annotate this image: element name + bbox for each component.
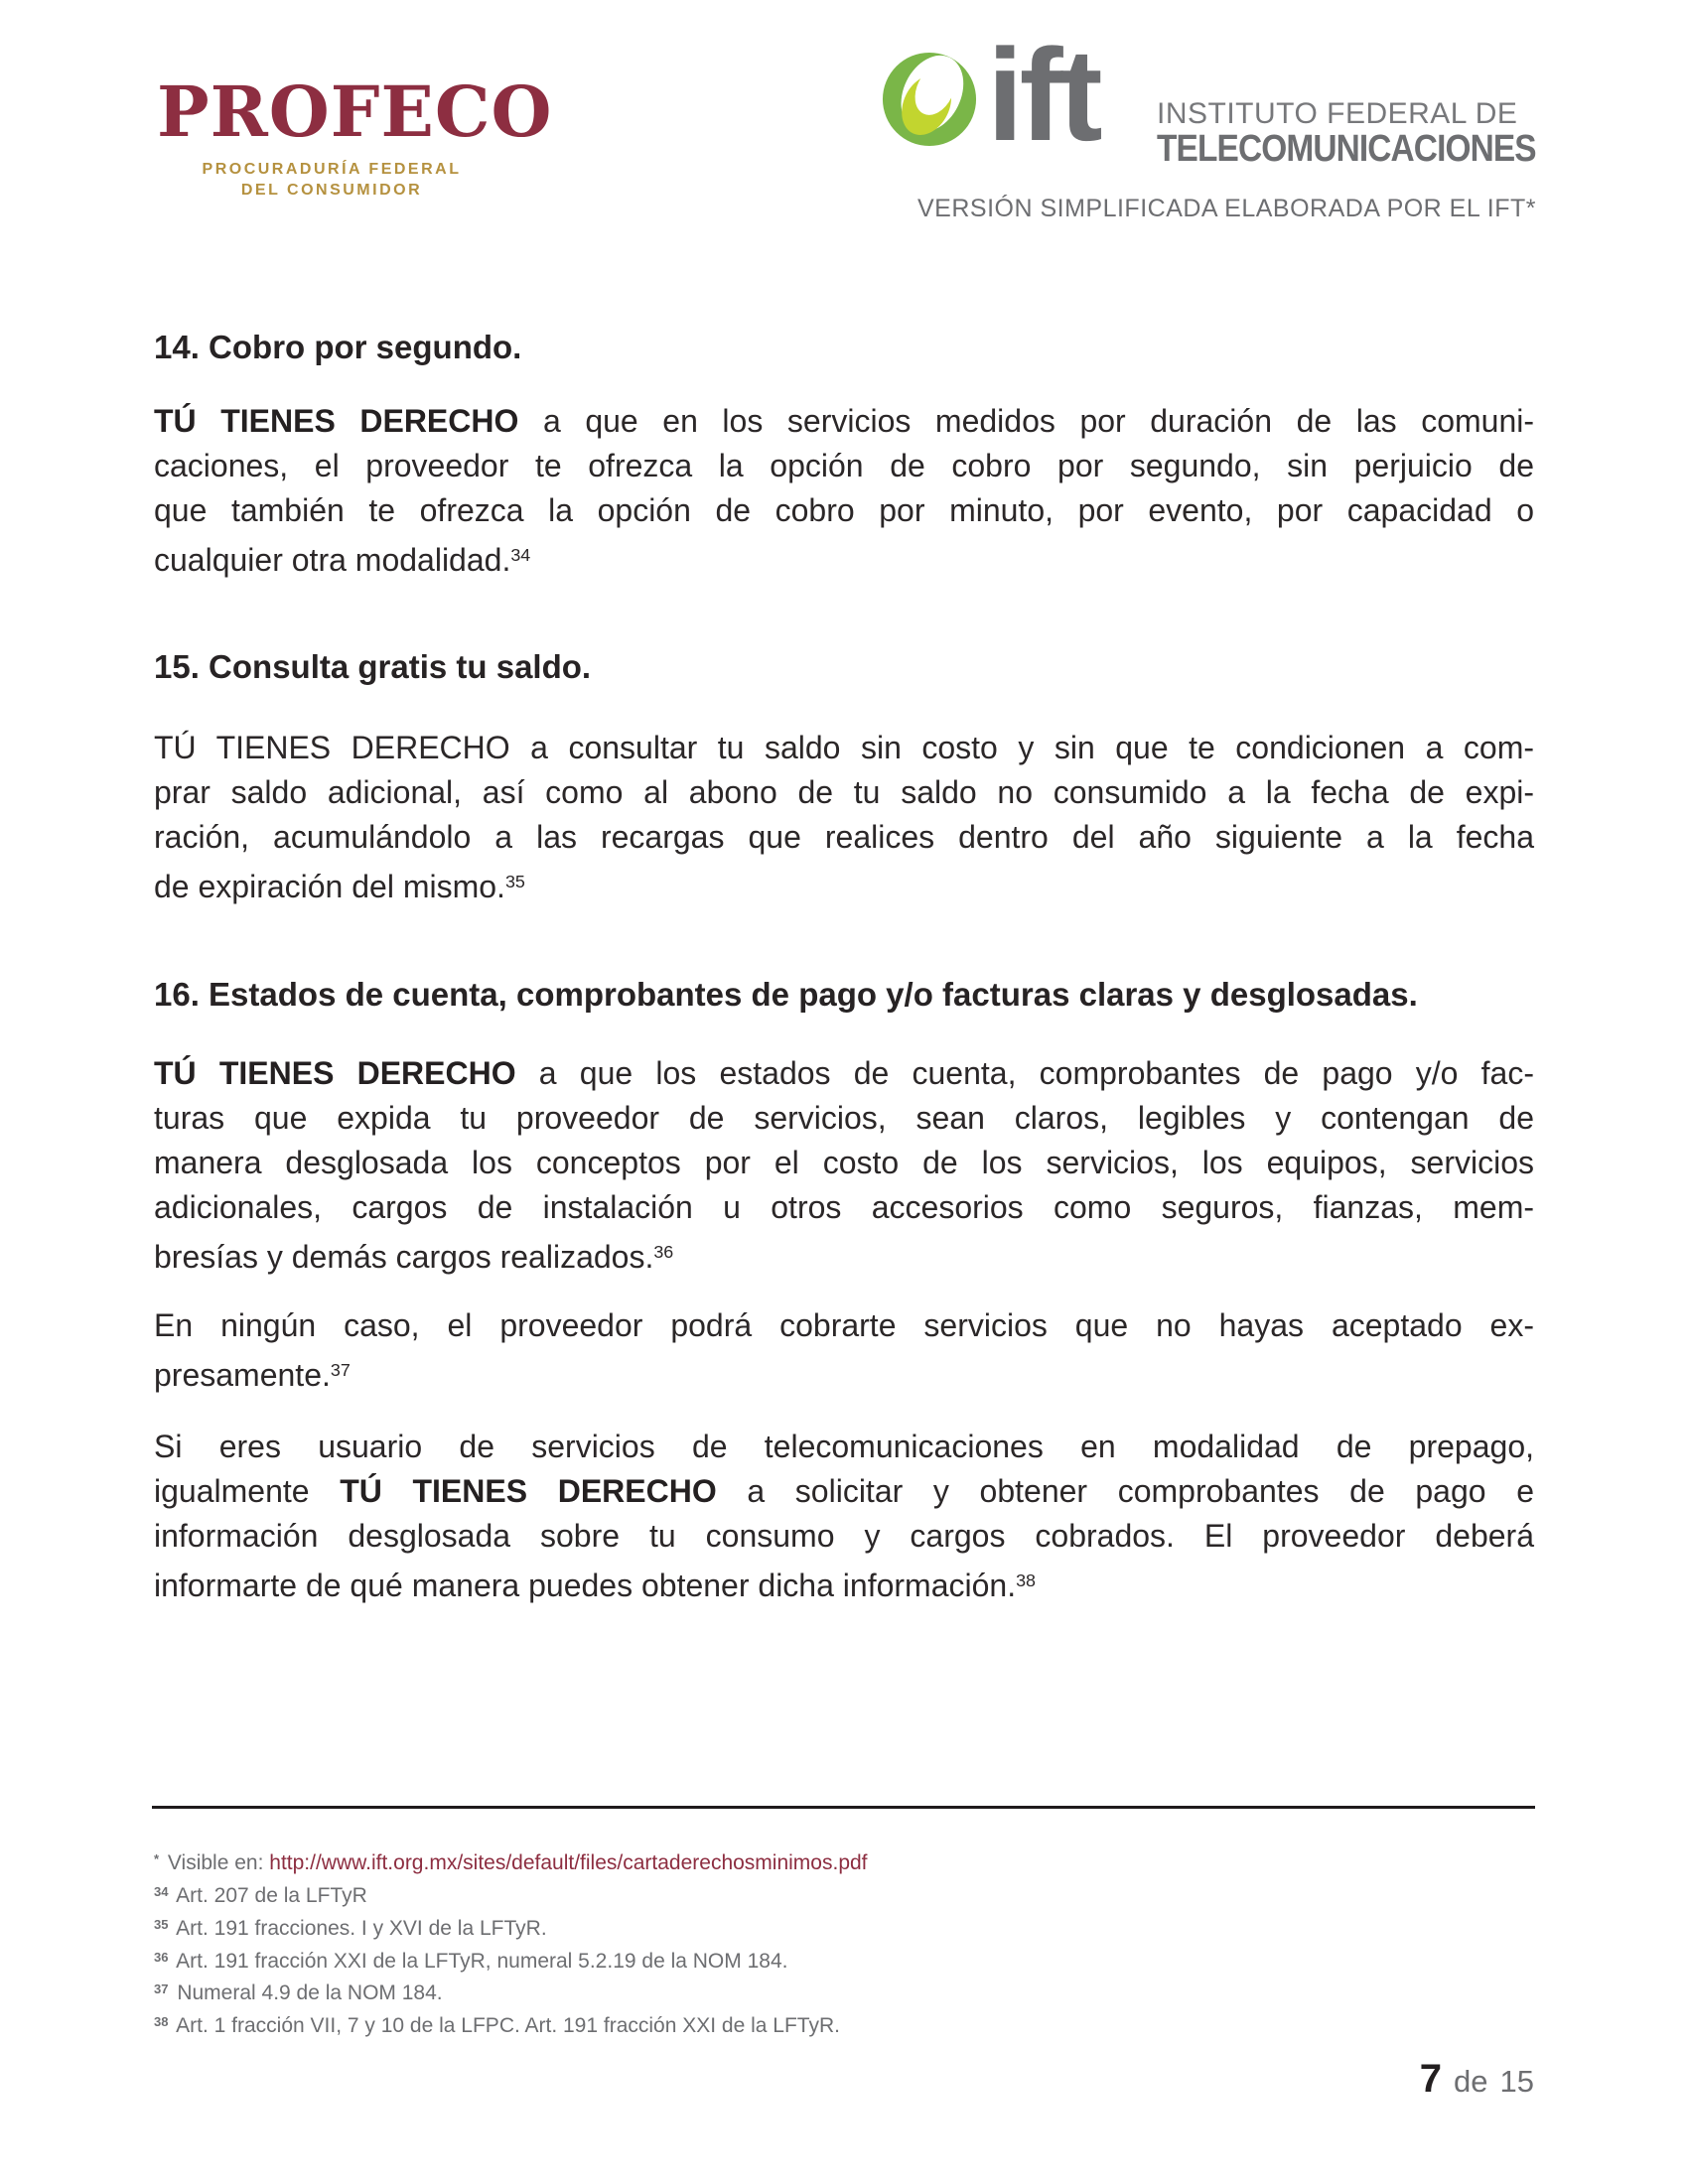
total-pages: 15 (1499, 2064, 1534, 2099)
text-segment: a solicitar y obtener comprobantes de pago e (716, 1473, 1534, 1509)
text-segment: a que en los servicios medidos por duración de las comuni- (518, 403, 1535, 439)
page-number (1420, 2057, 1534, 2102)
section-16-heading: 16. Estados de cuenta, comprobantes de pago y/o facturas claras y desglosadas. (154, 976, 1418, 1013)
text-line (154, 533, 1534, 583)
superscript-marker: 38 (1016, 1570, 1036, 1590)
text-line (154, 1185, 1534, 1230)
text-segment: Numeral 4.9 de la NOM 184. (171, 1981, 443, 2005)
text-segment: igualmente (154, 1473, 341, 1509)
superscript-marker: 38 (154, 2014, 169, 2030)
text-line (154, 1469, 1534, 1514)
text-line (154, 1425, 1534, 1469)
section-14-heading: 14. Cobro por segundo. (154, 329, 522, 365)
bold-text: TÚ TIENES DERECHO (154, 1055, 516, 1091)
section-16-paragraph-3 (154, 1425, 1534, 1608)
text-segment: presamente. (154, 1356, 331, 1393)
profeco-subtitle (157, 159, 506, 201)
text-line (154, 770, 1534, 815)
superscript-marker: 36 (653, 1242, 674, 1262)
text-segment: bresías y demás cargos realizados. (154, 1238, 654, 1275)
text-line (154, 1096, 1534, 1141)
section-16-paragraph-2 (154, 1303, 1534, 1398)
text-line (154, 1230, 1534, 1280)
footnote-url-link[interactable]: http://www.ift.org.mx/sites/default/files/cartaderechosminimos.pdf (269, 1850, 868, 1874)
page-separator: de (1454, 2064, 1488, 2099)
profeco-subtitle-line1: PROCURADURÍA FEDERAL (202, 161, 462, 178)
ift-wordmark: ift (987, 22, 1099, 168)
section-15-paragraph (154, 726, 1534, 909)
text-line (154, 488, 1534, 533)
text-line (154, 399, 1534, 444)
text-segment: ración, acumulándolo a las recargas que realices dentro del año siguiente a la fecha (154, 819, 1534, 855)
superscript-marker: 37 (330, 1360, 351, 1380)
text-segment: cualquier otra modalidad. (154, 541, 511, 578)
text-segment: Art. 191 fracciones. I y XVI de la LFTyR. (171, 1916, 547, 1940)
superscript-marker: 35 (504, 872, 525, 891)
text-segment: que también te ofrezca la opción de cobro por minuto, por evento, por capacidad o (154, 492, 1534, 528)
text-segment: informarte de qué manera puedes obtener dicha información. (154, 1567, 1017, 1603)
text-line (154, 1559, 1534, 1608)
superscript-marker: 35 (154, 1916, 169, 1932)
section-14-paragraph (154, 399, 1534, 583)
text-line (154, 860, 1534, 909)
footnote-divider-rule (152, 1806, 1535, 1809)
text-line (154, 1910, 1534, 1943)
text-line (154, 815, 1534, 860)
superscript-marker: 37 (154, 1981, 169, 1997)
text-segment: prar saldo adicional, así como al abono de tu saldo no consumido a la fecha de expi- (154, 774, 1534, 810)
profeco-wordmark: PROFECO (157, 70, 553, 153)
section-15-heading: 15. Consulta gratis tu saldo. (154, 648, 592, 685)
bold-text: TÚ TIENES DERECHO (340, 1473, 717, 1509)
superscript-marker: 34 (510, 545, 531, 565)
text-segment: Art. 191 fracción XXI de la LFTyR, numeral 5.2.19 de la NOM 184. (171, 1949, 788, 1973)
text-segment: información desglosada sobre tu consumo y cargos cobrados. El proveedor deberá (154, 1518, 1534, 1554)
superscript-marker: * (154, 1851, 160, 1866)
text-line (154, 726, 1534, 770)
text-line (154, 1844, 1534, 1877)
text-line (154, 1051, 1534, 1096)
text-line (154, 1975, 1534, 2007)
profeco-logo (157, 70, 553, 201)
text-segment: En ningún caso, el proveedor podrá cobrarte servicios que no hayas aceptado ex- (154, 1307, 1534, 1343)
footnotes (154, 1844, 1534, 2040)
text-line (154, 2007, 1534, 2040)
text-segment: Art. 1 fracción VII, 7 y 10 de la LFPC. Art. 191 fracción XXI de la LFTyR. (171, 2014, 840, 2038)
text-segment: Visible en: (162, 1850, 270, 1874)
text-line (154, 1348, 1534, 1398)
text-segment: manera desglosada los conceptos por el costo de los servicios, los equipos, servicios (154, 1145, 1534, 1180)
text-segment: Art. 207 de la LFTyR (171, 1883, 367, 1907)
superscript-marker: 34 (154, 1883, 169, 1899)
text-segment: de expiración del mismo. (154, 868, 505, 904)
current-page: 7 (1419, 2057, 1443, 2101)
text-line (154, 1877, 1534, 1910)
section-16-paragraph-1 (154, 1051, 1534, 1280)
ift-name-line1: INSTITUTO FEDERAL DE (1157, 97, 1518, 130)
text-segment: turas que expida tu proveedor de servicios, sean claros, legibles y contengan de (154, 1100, 1534, 1136)
ift-name-line2: TELECOMUNICACIONES (1157, 128, 1536, 170)
text-line (154, 444, 1534, 488)
ift-logo-icon (882, 48, 977, 151)
text-line (154, 1141, 1534, 1185)
text-segment: caciones, el proveedor te ofrezca la opción de cobro por segundo, sin perjuicio de (154, 448, 1534, 483)
text-line (154, 1943, 1534, 1976)
ift-tagline: VERSIÓN SIMPLIFICADA ELABORADA POR EL IFT* (916, 195, 1536, 222)
text-segment: adicionales, cargos de instalación u otros accesorios como seguros, fianzas, mem- (154, 1189, 1534, 1225)
bold-text: TÚ TIENES DERECHO (154, 403, 519, 439)
superscript-marker: 36 (154, 1949, 169, 1965)
profeco-subtitle-line2: DEL CONSUMIDOR (240, 182, 423, 199)
text-segment: Si eres usuario de servicios de telecomunicaciones en modalidad de prepago, (154, 1429, 1534, 1464)
text-segment: a que los estados de cuenta, comprobantes de pago y/o fac- (515, 1055, 1535, 1091)
text-segment: TÚ TIENES DERECHO a consultar tu saldo sin costo y sin que te condicionen a com- (154, 730, 1534, 765)
ift-institute-name (1157, 97, 1588, 170)
text-line (154, 1514, 1534, 1559)
text-line (154, 1303, 1534, 1348)
